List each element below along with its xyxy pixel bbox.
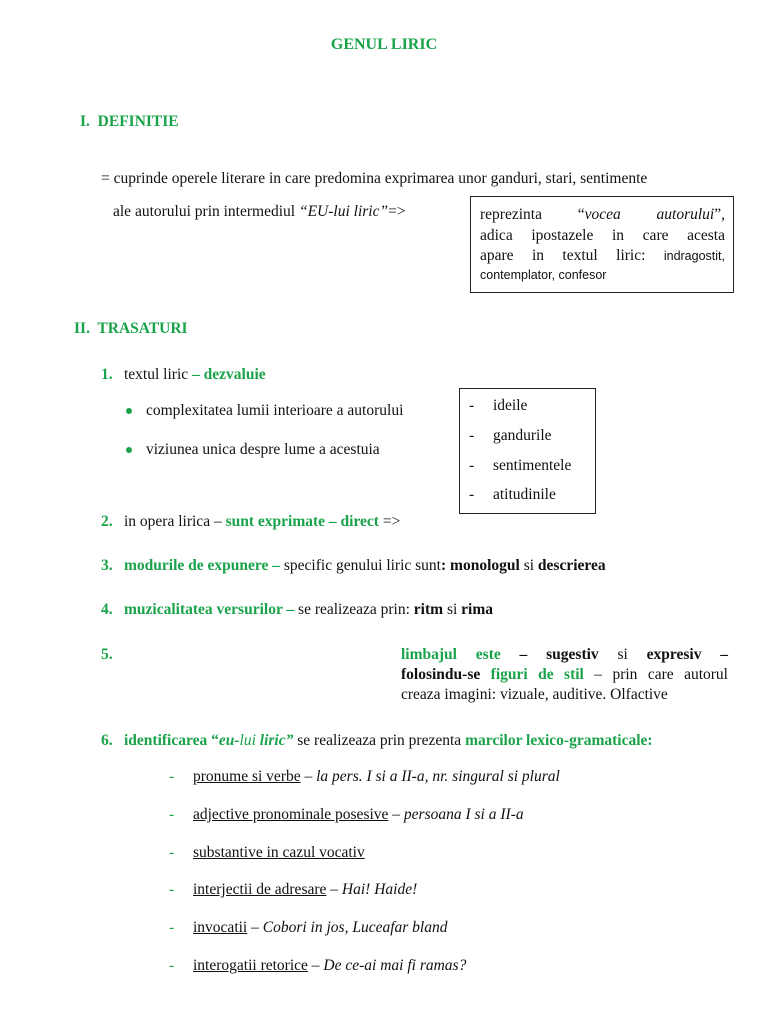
bullet-item-2 (126, 441, 380, 459)
item-1-text-a: textul liric (124, 366, 193, 383)
item-3-text (124, 557, 606, 575)
marker-item (169, 806, 524, 824)
item-6-eu: eu- (218, 732, 240, 749)
marker-sep: – (326, 881, 342, 898)
item-6-text (124, 732, 653, 750)
bullet-dot-icon (126, 447, 132, 453)
item-4-rima: rima (461, 601, 494, 618)
marker-example: la pers. I si a II-a, nr. singural si plural (316, 768, 560, 785)
marker-example: Cobori in jos, Luceafar bland (262, 919, 448, 936)
marker-term: adjective pronominale posesive (193, 806, 389, 823)
section-heading-definitie: I. DEFINITIE (80, 113, 179, 130)
item-5-dash-end: – (701, 646, 729, 663)
item-number-4: 4. (101, 601, 113, 618)
item-6-liric: liric” (255, 732, 294, 749)
item-1-dezvaluie: – dezvaluie (192, 366, 266, 383)
page-title: GENUL LIRIC (330, 36, 438, 53)
item-3-si: si (519, 557, 538, 574)
box-text: apare in textul liric: (480, 247, 664, 264)
item-5-block (401, 646, 728, 706)
marker-term: pronume si verbe (193, 768, 301, 785)
dash: - (469, 397, 475, 414)
item-5-line-1 (401, 646, 728, 666)
marker-item (169, 919, 447, 937)
section-heading-trasaturi: II. TRASATURI (74, 320, 188, 337)
dash: - (469, 427, 475, 444)
item-5-sugestiv: sugestiv (546, 646, 599, 663)
bullet-item-1 (126, 402, 403, 420)
marker-term: interjectii de adresare (193, 881, 327, 898)
green-dash: - (169, 844, 175, 861)
item-6-a: identificarea “ (124, 732, 219, 749)
item-number-2: 2. (101, 513, 113, 530)
definition-box-line-2: adica ipostazele in care acesta (480, 227, 725, 244)
item-5-text: – prin care autorul (583, 666, 728, 683)
marker-term: substantive in cazul vocativ (193, 844, 365, 861)
item-2-emphasis: sunt exprimate – direct (225, 513, 379, 530)
item-5-folosindu: folosindu-se (401, 666, 491, 683)
box-list-item (469, 486, 556, 504)
marker-example: Hai! Haide! (341, 881, 418, 898)
item-5-si: si (598, 646, 647, 663)
item-4-text-b: se realizeaza prin: (294, 601, 414, 618)
item-6-lui: lui (239, 732, 256, 749)
bullet-text: viziunea unica despre lume a acestuia (146, 441, 380, 458)
definition-box (470, 196, 734, 293)
item-5-line-2 (401, 666, 728, 686)
item-number-3: 3. (101, 557, 113, 574)
bullet-text: complexitatea lumii interioare a autorului (146, 402, 404, 419)
item-1-text (124, 366, 266, 384)
box-item-text: ideile (493, 397, 528, 414)
item-2-arrow: => (378, 513, 401, 530)
box-item-text: atitudinile (493, 486, 556, 503)
box-list-item (469, 397, 527, 415)
definition-box-line-3 (480, 247, 725, 265)
item-5-expresiv: expresiv (646, 646, 702, 663)
item-3-text-b: specific genului liric sunt (280, 557, 441, 574)
marker-sep: – (300, 768, 317, 785)
marker-item (169, 768, 560, 786)
definition-box-line-1 (480, 206, 725, 224)
marker-term: invocatii (193, 919, 248, 936)
green-dash: - (169, 957, 175, 974)
definition-box-line-4: contemplator, confesor (480, 268, 607, 282)
marker-term: interogatii retorice (193, 957, 308, 974)
item-5-limbajul: limbajul este (401, 646, 501, 663)
marker-example: persoana I si a II-a (403, 806, 524, 823)
item-2-text-a: in opera lirica – (124, 513, 226, 530)
item-2-text (124, 513, 400, 531)
box-text: reprezinta “ (480, 206, 585, 223)
item-5-figuri: figuri de stil (490, 666, 584, 683)
item-number-6: 6. (101, 732, 113, 749)
marker-item (169, 844, 365, 862)
item-5-line-3: creaza imagini: vizuale, auditive. Olfactive (401, 686, 668, 703)
item-5-dash: – (500, 646, 547, 663)
marker-sep: – (388, 806, 404, 823)
green-dash: - (169, 919, 175, 936)
definition-line-2 (113, 203, 406, 221)
marker-sep: – (247, 919, 263, 936)
marker-sep: – (307, 957, 324, 974)
item-3-descrierea: descrierea (537, 557, 606, 574)
dash: - (469, 457, 475, 474)
dash: - (469, 486, 475, 503)
item-number-1: 1. (101, 366, 113, 383)
item-4-text (124, 601, 493, 619)
item-4-term: muzicalitatea versurilor – (124, 601, 295, 618)
item-3-term: modurile de expunere – (124, 557, 280, 574)
item-6-marcilor: marcilor lexico-gramaticale: (465, 732, 653, 749)
definition-line-1: = cuprinde operele literare in care predomina exprimarea unor ganduri, stari, sentimente (101, 170, 648, 187)
definition-line-2-text: ale autorului prin intermediul (113, 203, 299, 220)
green-dash: - (169, 768, 175, 785)
box-small-text: indragostit, (663, 249, 725, 263)
item-4-ritm: ritm (413, 601, 444, 618)
box-text: ”, (714, 206, 725, 223)
box-list-item (469, 427, 552, 445)
marker-item (169, 957, 466, 975)
bullet-dot-icon (126, 408, 132, 414)
marker-example: De ce-ai mai fi ramas? (323, 957, 467, 974)
vocea-autorului: vocea autorului (584, 206, 715, 223)
eu-liric-term: “EU-lui liric” (298, 203, 389, 220)
item-4-si: si (443, 601, 462, 618)
trasaturi-box (459, 388, 596, 514)
item-number-5: 5. (101, 646, 113, 663)
green-dash: - (169, 806, 175, 823)
box-item-text: gandurile (493, 427, 552, 444)
item-3-monologul: : monologul (441, 557, 520, 574)
box-item-text: sentimentele (493, 457, 572, 474)
item-6-e: se realizeaza prin prezenta (293, 732, 466, 749)
arrow-text: => (388, 203, 406, 220)
green-dash: - (169, 881, 175, 898)
box-list-item (469, 457, 571, 475)
marker-item (169, 881, 417, 899)
